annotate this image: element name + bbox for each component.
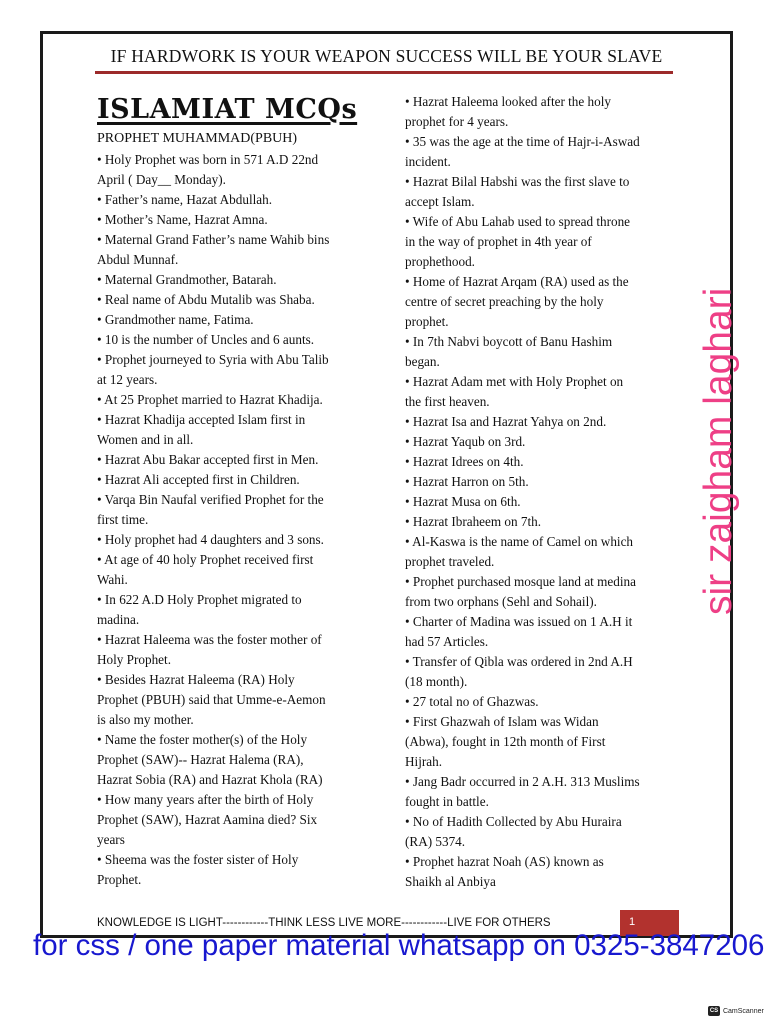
mcq-line: fought in battle. bbox=[405, 794, 489, 809]
mcq-line: • At 25 Prophet married to Hazrat Khadija. bbox=[97, 392, 323, 407]
scanner-label: CamScanner bbox=[722, 1007, 764, 1015]
mcq-line: Women and in all. bbox=[97, 432, 194, 447]
mcq-line: • Hazrat Musa on 6th. bbox=[405, 494, 521, 509]
mcq-line: prophet traveled. bbox=[405, 554, 495, 569]
mcq-line: • 35 was the age at the time of Hajr-i-Aswad bbox=[405, 134, 640, 149]
mcq-line: • At age of 40 holy Prophet received first bbox=[97, 552, 314, 567]
mcq-line: madina. bbox=[97, 612, 140, 627]
mcq-line: • Hazrat Yaqub on 3rd. bbox=[405, 434, 526, 449]
mcq-line: from two orphans (Sehl and Sohail). bbox=[405, 594, 597, 609]
mcq-line: • Hazrat Abu Bakar accepted first in Men. bbox=[97, 452, 319, 467]
mcq-line: at 12 years. bbox=[97, 372, 158, 387]
mcq-line: • Grandmother name, Fatima. bbox=[97, 312, 254, 327]
mcq-line: Shaikh al Anbiya bbox=[405, 874, 496, 889]
camscanner-icon: CS bbox=[709, 1008, 719, 1014]
mcq-line: Hazrat Sobia (RA) and Hazrat Khola (RA) bbox=[97, 772, 323, 787]
mcq-line: • Jang Badr occurred in 2 A.H. 313 Muslims bbox=[405, 774, 640, 789]
mcq-line: • Hazrat Haleema looked after the holy bbox=[405, 94, 611, 109]
mcq-line: centre of secret preaching by the holy bbox=[405, 294, 604, 309]
mcq-line: • Hazrat Isa and Hazrat Yahya on 2nd. bbox=[405, 414, 607, 429]
mcq-line: had 57 Articles. bbox=[405, 634, 489, 649]
mcq-line: • Real name of Abdu Mutalib was Shaba. bbox=[97, 292, 315, 307]
mcq-line: prophethood. bbox=[405, 254, 475, 269]
mcq-line: • Prophet hazrat Noah (AS) known as bbox=[405, 854, 604, 869]
mcq-line: incident. bbox=[405, 154, 451, 169]
mcq-line: • Maternal Grandmother, Batarah. bbox=[97, 272, 277, 287]
header-motto: IF HARDWORK IS YOUR WEAPON SUCCESS WILL BE YOUR SLAVE bbox=[110, 46, 663, 66]
mcq-line: (18 month). bbox=[405, 674, 468, 689]
mcq-line: the first heaven. bbox=[405, 394, 490, 409]
mcq-line: • Hazrat Adam met with Holy Prophet on bbox=[405, 374, 624, 389]
mcq-line: prophet for 4 years. bbox=[405, 114, 509, 129]
mcq-line: • Father’s name, Hazat Abdullah. bbox=[97, 192, 273, 207]
mcq-line: • Besides Hazrat Haleema (RA) Holy bbox=[97, 672, 295, 687]
mcq-line: Prophet (SAW)-- Hazrat Halema (RA), bbox=[97, 752, 304, 767]
mcq-line: • In 7th Nabvi boycott of Banu Hashim bbox=[405, 334, 613, 349]
mcq-line: • Hazrat Ali accepted first in Children. bbox=[97, 472, 300, 487]
mcq-line: • Charter of Madina was issued on 1 A.H it bbox=[405, 614, 633, 629]
footer-slogan: KNOWLEDGE IS LIGHT------------THINK LESS LIVE MORE------------LIVE FOR OTHERS bbox=[97, 917, 551, 929]
mcq-line: accept Islam. bbox=[405, 194, 475, 209]
mcq-line: years bbox=[97, 832, 125, 847]
mcq-line: • 10 is the number of Uncles and 6 aunts. bbox=[97, 332, 315, 347]
mcq-line: Wahi. bbox=[97, 572, 128, 587]
document-title: ISLAMIAT MCQs bbox=[97, 94, 358, 125]
mcq-line: prophet. bbox=[405, 314, 449, 329]
mcq-line: Prophet (SAW), Hazrat Aamina died? Six bbox=[97, 812, 318, 827]
mcq-line: • Sheema was the foster sister of Holy bbox=[97, 852, 299, 867]
section-heading: PROPHET MUHAMMAD(PBUH) bbox=[97, 131, 298, 146]
mcq-line: • Prophet journeyed to Syria with Abu Talib bbox=[97, 352, 329, 367]
mcq-line: • 27 total no of Ghazwas. bbox=[405, 694, 539, 709]
header-divider bbox=[95, 71, 673, 74]
mcq-line: • Hazrat Khadija accepted Islam first in bbox=[97, 412, 306, 427]
mcq-line: is also my mother. bbox=[97, 712, 194, 727]
mcq-line: • How many years after the birth of Holy bbox=[97, 792, 314, 807]
mcq-line: • Maternal Grand Father’s name Wahib bins bbox=[97, 232, 330, 247]
mcq-line: • Prophet purchased mosque land at medina bbox=[405, 574, 636, 589]
mcq-line: • Al-Kaswa is the name of Camel on which bbox=[405, 534, 634, 549]
mcq-line: • No of Hadith Collected by Abu Huraira bbox=[405, 814, 622, 829]
author-watermark: sir zaigham laghari bbox=[697, 287, 740, 615]
mcq-line: (RA) 5374. bbox=[405, 834, 466, 849]
mcq-line: in the way of prophet in 4th year of bbox=[405, 234, 592, 249]
mcq-line: • Hazrat Ibraheem on 7th. bbox=[405, 514, 542, 529]
mcq-line: • First Ghazwah of Islam was Widan bbox=[405, 714, 599, 729]
mcq-line: began. bbox=[405, 354, 440, 369]
mcq-line: • Mother’s Name, Hazrat Amna. bbox=[97, 212, 268, 227]
mcq-line: • Hazrat Harron on 5th. bbox=[405, 474, 529, 489]
mcq-line: • In 622 A.D Holy Prophet migrated to bbox=[97, 592, 302, 607]
mcq-line: • Hazrat Bilal Habshi was the first slave to bbox=[405, 174, 630, 189]
mcq-line: April ( Day__ Monday). bbox=[97, 172, 226, 187]
mcq-line: • Varqa Bin Naufal verified Prophet for the bbox=[97, 492, 324, 507]
contact-line: for css / one paper material whatsapp on 0325-3847206 bbox=[33, 929, 765, 962]
mcq-line: first time. bbox=[97, 512, 149, 527]
mcq-line: • Name the foster mother(s) of the Holy bbox=[97, 732, 308, 747]
mcq-line: • Holy Prophet was born in 571 A.D 22nd bbox=[97, 152, 319, 167]
mcq-line: • Transfer of Qibla was ordered in 2nd A.H bbox=[405, 654, 633, 669]
mcq-line: Holy Prophet. bbox=[97, 652, 171, 667]
mcq-line: Prophet (PBUH) said that Umme-e-Aemon bbox=[97, 692, 326, 707]
mcq-line: Hijrah. bbox=[405, 754, 442, 769]
mcq-line: • Home of Hazrat Arqam (RA) used as the bbox=[405, 274, 629, 289]
right-column bbox=[405, 92, 680, 892]
mcq-line: • Wife of Abu Lahab used to spread throne bbox=[405, 214, 631, 229]
mcq-line: • Hazrat Idrees on 4th. bbox=[405, 454, 524, 469]
mcq-line: Abdul Munnaf. bbox=[97, 252, 179, 267]
mcq-line: Prophet. bbox=[97, 872, 142, 887]
scanner-badge bbox=[708, 1006, 764, 1017]
page-number: 1 bbox=[629, 916, 636, 928]
left-column bbox=[97, 150, 367, 890]
mcq-line: (Abwa), fought in 12th month of First bbox=[405, 734, 606, 749]
mcq-line: • Holy prophet had 4 daughters and 3 sons. bbox=[97, 532, 324, 547]
mcq-line: • Hazrat Haleema was the foster mother of bbox=[97, 632, 322, 647]
